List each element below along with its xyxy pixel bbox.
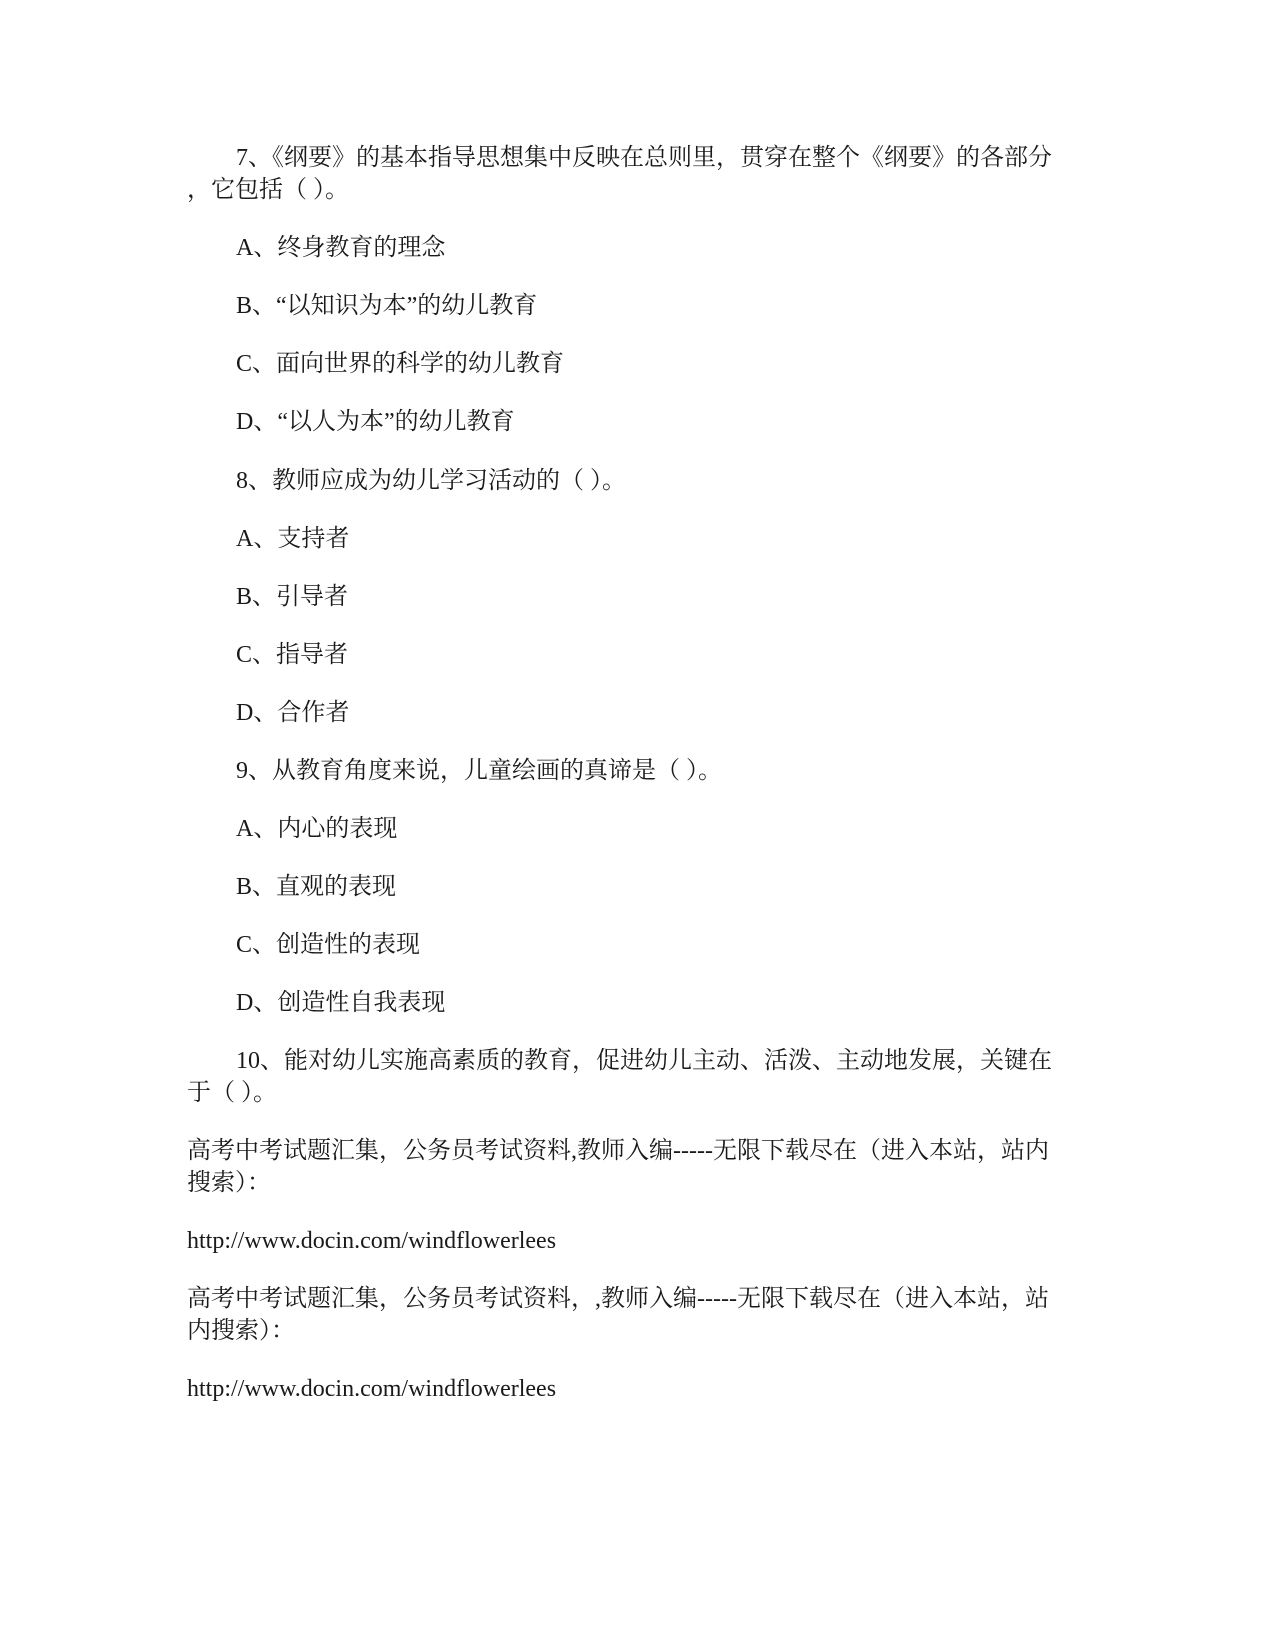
question-7-option-b: B、“以知识为本”的幼儿教育 (236, 293, 538, 319)
question-8-option-b: B、引导者 (236, 584, 349, 610)
question-7-stem-line2: ，它包括（ ）。 (187, 177, 349, 203)
question-10-stem-line1: 10、能对幼儿实施高素质的教育，促进幼儿主动、活泼、主动地发展，关键在 (236, 1048, 1052, 1074)
question-7-option-a: A、终身教育的理念 (236, 235, 446, 261)
question-7-option-d: D、“以人为本”的幼儿教育 (236, 409, 515, 435)
promo-1-url[interactable]: http://www.docin.com/windflowerlees (187, 1228, 557, 1254)
promo-2-line1: 高考中考试题汇集，公务员考试资料，,教师入编-----无限下载尽在（进入本站，站 (187, 1286, 1049, 1312)
promo-1-line2: 搜索）： (187, 1170, 271, 1196)
question-9-option-c: C、创造性的表现 (236, 932, 421, 958)
question-8-option-a: A、支持者 (236, 526, 350, 552)
question-7-stem-line1: 7、《纲要》的基本指导思想集中反映在总则里，贯穿在整个《纲要》的各部分 (236, 145, 1052, 171)
promo-2-url[interactable]: http://www.docin.com/windflowerlees (187, 1376, 557, 1402)
question-8-option-c: C、指导者 (236, 642, 349, 668)
question-7-option-c: C、面向世界的科学的幼儿教育 (236, 351, 565, 377)
question-10-stem-line2: 于（ ）。 (187, 1080, 277, 1106)
question-9-option-a: A、内心的表现 (236, 816, 398, 842)
question-8-option-d: D、合作者 (236, 700, 350, 726)
question-8-stem: 8、教师应成为幼儿学习活动的（ ）。 (236, 468, 626, 494)
promo-2-line2: 内搜索）： (187, 1318, 295, 1344)
promo-1-line1: 高考中考试题汇集，公务员考试资料,教师入编-----无限下载尽在（进入本站，站内 (187, 1138, 1049, 1164)
question-9-option-d: D、创造性自我表现 (236, 990, 446, 1016)
question-9-option-b: B、直观的表现 (236, 874, 397, 900)
question-9-stem: 9、从教育角度来说，儿童绘画的真谛是（ ）。 (236, 758, 722, 784)
